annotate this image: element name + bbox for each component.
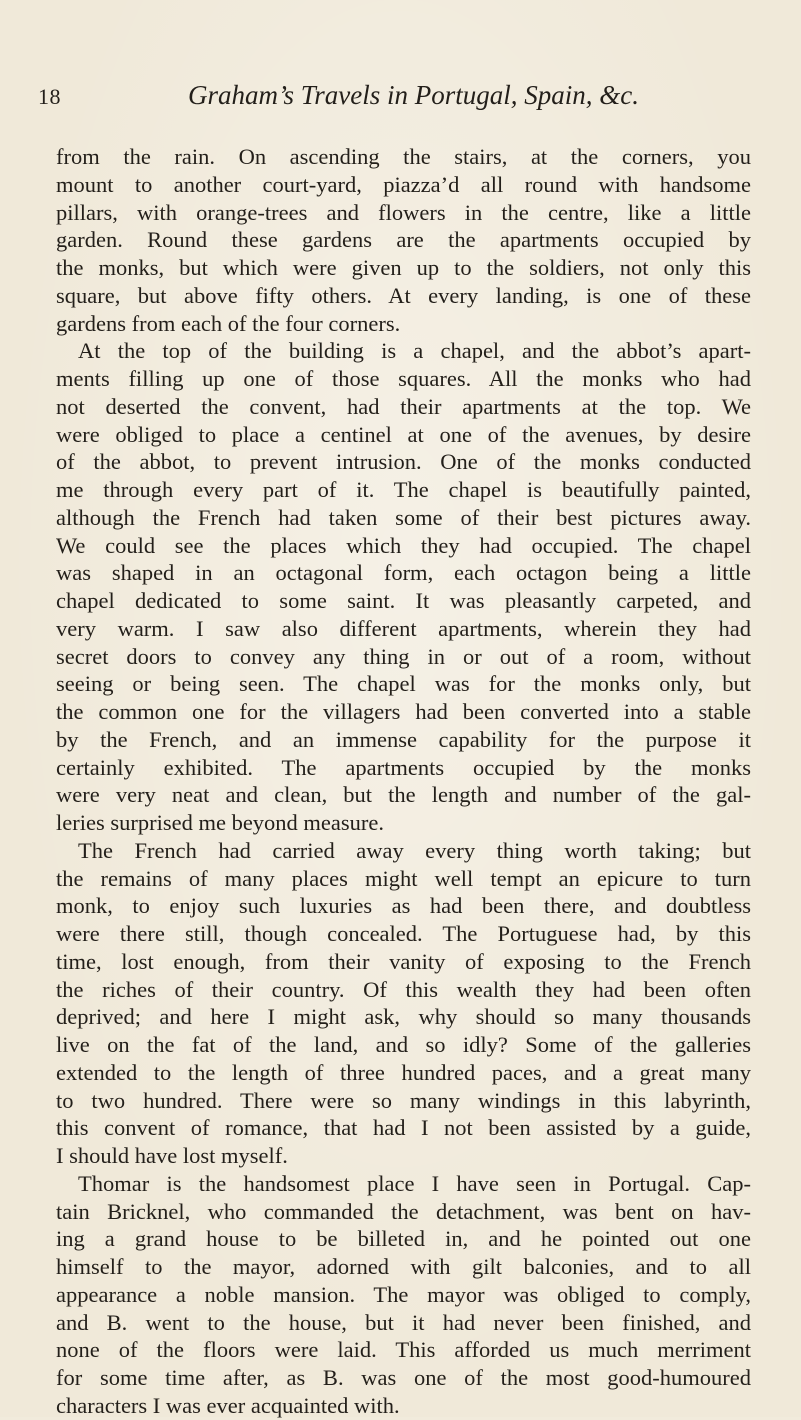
text-line: pillars, with orange-trees and flowers in the centre, like a little bbox=[56, 199, 751, 225]
text-line: by the French, and an immense capability for the purpose it bbox=[56, 726, 751, 752]
text-line: the remains of many places might well tempt an epicure to turn bbox=[56, 865, 751, 891]
running-head bbox=[38, 80, 761, 120]
text-line: appearance a noble mansion. The mayor was obliged to comply, bbox=[56, 1281, 751, 1307]
text-line: secret doors to convey any thing in or out of a room, without bbox=[56, 643, 751, 669]
text-line: this convent of romance, that had I not been assisted by a guide, bbox=[56, 1115, 751, 1141]
text-line: the riches of their country. Of this wealth they had been often bbox=[56, 976, 751, 1002]
text-line: square, but above fifty others. At every landing, is one of these bbox=[56, 282, 751, 308]
text-line: of the abbot, to prevent intrusion. One of the monks conducted bbox=[56, 449, 751, 475]
text-line: characters I was ever acquainted with. bbox=[56, 1392, 400, 1418]
text-line: I should have lost myself. bbox=[56, 1143, 288, 1168]
text-line: himself to the mayor, adorned with gilt balconies, and to all bbox=[56, 1254, 751, 1279]
text-line: seeing or being seen. The chapel was for the monks only, but bbox=[56, 671, 751, 697]
text-line: live on the fat of the land, and so idly? Some of the galleries bbox=[56, 1032, 751, 1057]
text-line: the monks, but which were given up to the soldiers, not only this bbox=[56, 255, 751, 280]
text-line: The French had carried away every thing worth taking; but bbox=[78, 837, 751, 863]
text-line: were there still, though concealed. The Portuguese had, by this bbox=[56, 921, 751, 946]
text-line: from the rain. On ascending the stairs, at the corners, you bbox=[56, 144, 751, 169]
text-line: garden. Round these gardens are the apartments occupied by bbox=[56, 227, 751, 253]
text-line: ing a grand house to be billeted in, and he pointed out one bbox=[56, 1226, 751, 1252]
text-line: time, lost enough, from their vanity of exposing to the French bbox=[56, 948, 751, 974]
text-line: me through every part of it. The chapel is beautifully painted, bbox=[56, 477, 751, 502]
text-line: We could see the places which they had occupied. The chapel bbox=[56, 532, 751, 558]
text-line: none of the floors were laid. This afforded us much merriment bbox=[56, 1337, 751, 1363]
text-line: deprived; and here I might ask, why should so many thousands bbox=[56, 1004, 751, 1030]
text-line: tain Bricknel, who commanded the detachment, was bent on hav- bbox=[56, 1198, 751, 1224]
text-line: ments filling up one of those squares. All the monks who had bbox=[56, 366, 751, 391]
text-line: At the top of the building is a chapel, and the abbot’s apart- bbox=[78, 338, 751, 364]
body-text bbox=[56, 143, 751, 1420]
running-title: Graham’s Travels in Portugal, Spain, &c. bbox=[188, 80, 640, 110]
text-line: the common one for the villagers had been converted into a stable bbox=[56, 699, 751, 724]
text-line: were very neat and clean, but the length and number of the gal- bbox=[56, 782, 751, 808]
text-line: mount to another court-yard, piazza’d all round with handsome bbox=[56, 171, 751, 197]
text-line: not deserted the convent, had their apartments at the top. We bbox=[56, 393, 751, 419]
text-line: leries surprised me beyond measure. bbox=[56, 810, 385, 835]
text-line: was shaped in an octagonal form, each octagon being a little bbox=[56, 560, 751, 586]
text-line: Thomar is the handsomest place I have seen in Portugal. Cap- bbox=[78, 1170, 751, 1196]
text-line: were obliged to place a centinel at one of the avenues, by desire bbox=[56, 421, 751, 447]
text-line: for some time after, as B. was one of the most good-humoured bbox=[56, 1365, 751, 1390]
text-line: certainly exhibited. The apartments occupied by the monks bbox=[56, 754, 751, 780]
text-line: extended to the length of three hundred paces, and a great many bbox=[56, 1059, 751, 1085]
text-line: to two hundred. There were so many windings in this labyrinth, bbox=[56, 1087, 751, 1113]
text-line: monk, to enjoy such luxuries as had been there, and doubtless bbox=[56, 893, 751, 919]
text-line: and B. went to the house, but it had never been finished, and bbox=[56, 1309, 751, 1335]
text-line: very warm. I saw also different apartments, wherein they had bbox=[56, 615, 751, 641]
page-number: 18 bbox=[38, 84, 61, 109]
text-line: although the French had taken some of their best pictures away. bbox=[56, 504, 751, 530]
text-line: chapel dedicated to some saint. It was pleasantly carpeted, and bbox=[56, 588, 751, 613]
text-line: gardens from each of the four corners. bbox=[56, 310, 401, 336]
